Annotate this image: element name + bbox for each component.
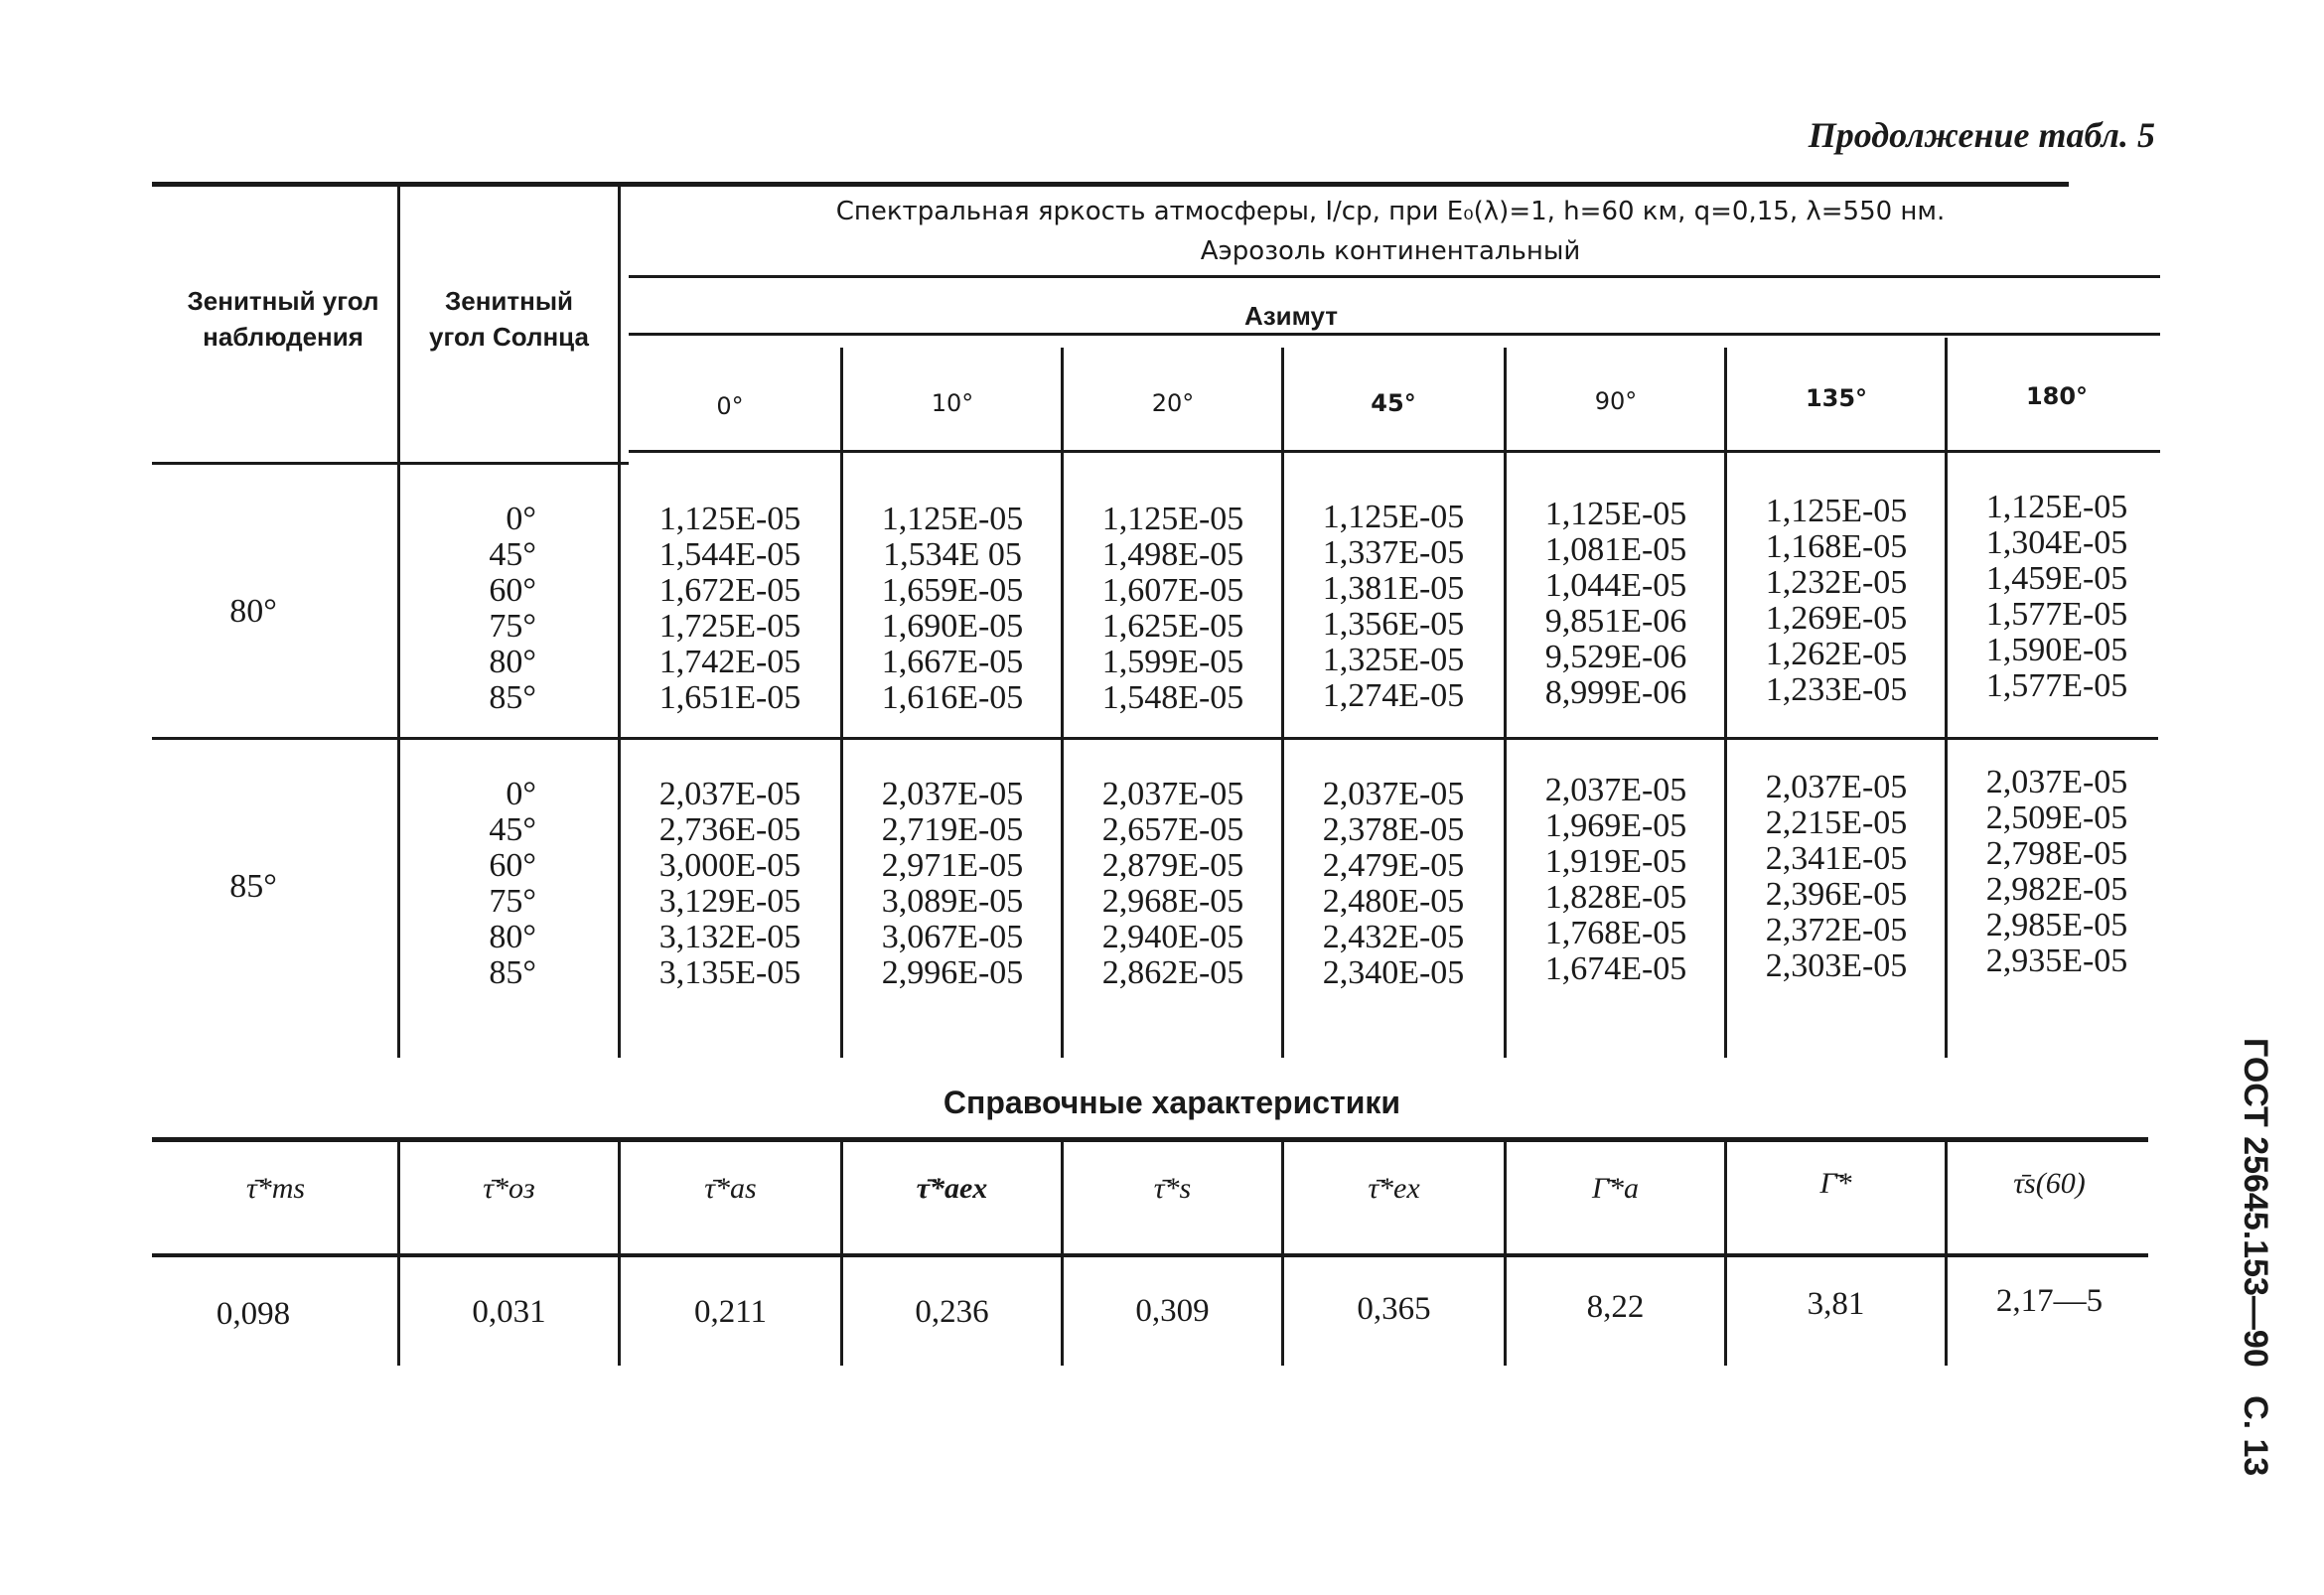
ref-v-tau-as: 0,211 — [693, 1294, 768, 1330]
sun-angles-g2: 0° 45° 60° 75° 80° 85° — [489, 776, 536, 991]
ref-v-gamma-a: 8,22 — [1586, 1289, 1645, 1325]
azimuth-label: Азимут — [1243, 301, 1339, 331]
ref-h-tau-ex: τ̄*ex — [1368, 1172, 1420, 1205]
azimuth-45: 45° — [1371, 389, 1416, 417]
azimuth-10: 10° — [931, 389, 974, 417]
azimuth-90: 90° — [1594, 387, 1638, 415]
g2-col-0: 2,037E-05 2,736E-05 3,000E-05 3,129E-05 3,132E-05 3,135E-05 — [658, 776, 801, 991]
title-underline — [629, 275, 2160, 278]
col-view-angle: Зенитный угол наблюдения — [187, 286, 379, 352]
ref-v-tau-ms: 0,098 — [216, 1296, 291, 1332]
azimuth-180: 180° — [2025, 382, 2089, 410]
g2-col-20: 2,037E-05 2,657E-05 2,879E-05 2,968E-05 2,940E-05 2,862E-05 — [1101, 776, 1244, 991]
table-title-line1: Спектральная яркость атмосферы, I/cp, при E₀(λ)=1, h=60 км, q=0,15, λ=550 нм. — [835, 197, 1946, 226]
ref-h-gamma-a: Γ̄*a — [1591, 1172, 1640, 1205]
group-divider — [152, 737, 2158, 740]
ref-h-gamma: Γ̄* — [1819, 1167, 1852, 1200]
g1-col-20: 1,125E-05 1,498E-05 1,607E-05 1,625E-05 1,599E-05 1,548E-05 — [1101, 501, 1244, 716]
vline-1 — [397, 187, 400, 1058]
az-values-underline — [629, 450, 2160, 453]
azimuth-0: 0° — [716, 392, 744, 420]
g1-col-45: 1,125E-05 1,337E-05 1,381E-05 1,356E-05 1,325E-05 1,274E-05 — [1322, 499, 1465, 714]
ref-v-tau-s60: 2,17—5 — [1995, 1283, 2104, 1319]
gost-side-label: ГОСТ 25645.153—90 С. 13 — [2237, 1038, 2274, 1477]
ref-v-tau-aex: 0,236 — [915, 1294, 989, 1330]
sun-angles-g1: 0° 45° 60° 75° 80° 85° — [489, 501, 536, 716]
g1-col-90: 1,125E-05 1,081E-05 1,044E-05 9,851E-06 9,529E-06 8,999E-06 — [1544, 496, 1687, 711]
table-top-rule — [152, 182, 2069, 187]
ref-v-tau-ex: 0,365 — [1357, 1291, 1431, 1327]
azimuth-20: 20° — [1151, 389, 1195, 417]
table-title-line2: Аэрозоль континентальный — [1200, 236, 1581, 266]
header-bottom-left — [152, 462, 629, 465]
ref-v-tau-oz: 0,031 — [472, 1294, 546, 1330]
ref-h-tau-oz: τ̄*oз — [483, 1172, 535, 1205]
azimuth-135: 135° — [1805, 384, 1868, 412]
ref-header-rule — [152, 1253, 2148, 1257]
ref-h-tau-aex: τ̄*aex — [916, 1172, 988, 1205]
g1-col-10: 1,125E-05 1,534E 05 1,659E-05 1,690E-05 1,667E-05 1,616E-05 — [881, 501, 1024, 716]
ref-h-tau-as: τ̄*as — [704, 1172, 757, 1205]
ref-h-tau-s: τ̄*s — [1153, 1172, 1192, 1205]
g2-col-90: 2,037E-05 1,969E-05 1,919E-05 1,828E-05 1,768E-05 1,674E-05 — [1544, 772, 1687, 987]
ref-top-rule — [152, 1137, 2148, 1142]
g1-col-0: 1,125E-05 1,544E-05 1,672E-05 1,725E-05 1,742E-05 1,651E-05 — [658, 501, 801, 716]
ref-v-gamma: 3,81 — [1807, 1286, 1865, 1322]
col-sun-angle: Зенитный угол Солнца — [429, 286, 589, 352]
view-angle-80: 80° — [229, 593, 277, 630]
ref-h-tau-ms: τ̄*ms — [245, 1172, 306, 1205]
g1-col-135: 1,125E-05 1,168E-05 1,232E-05 1,269E-05 1,262E-05 1,233E-05 — [1765, 493, 1908, 708]
ref-h-tau-s60: τ̄s(60) — [2013, 1167, 2086, 1200]
continuation-label: Продолжение табл. 5 — [1808, 115, 2155, 155]
g1-col-180: 1,125E-05 1,304E-05 1,459E-05 1,577E-05 1,590E-05 1,577E-05 — [1985, 489, 2128, 704]
ref-v-tau-s: 0,309 — [1135, 1293, 1210, 1329]
reference-title: Справочные характеристики — [943, 1085, 1401, 1120]
view-angle-85: 85° — [229, 868, 277, 905]
g2-col-10: 2,037E-05 2,719E-05 2,971E-05 3,089E-05 3,067E-05 2,996E-05 — [881, 776, 1024, 991]
g2-col-135: 2,037E-05 2,215E-05 2,341E-05 2,396E-05 2,372E-05 2,303E-05 — [1765, 769, 1908, 984]
g2-col-180: 2,037E-05 2,509E-05 2,798E-05 2,982E-05 2,985E-05 2,935E-05 — [1985, 764, 2128, 979]
g2-col-45: 2,037E-05 2,378E-05 2,479E-05 2,480E-05 2,432E-05 2,340E-05 — [1322, 776, 1465, 991]
